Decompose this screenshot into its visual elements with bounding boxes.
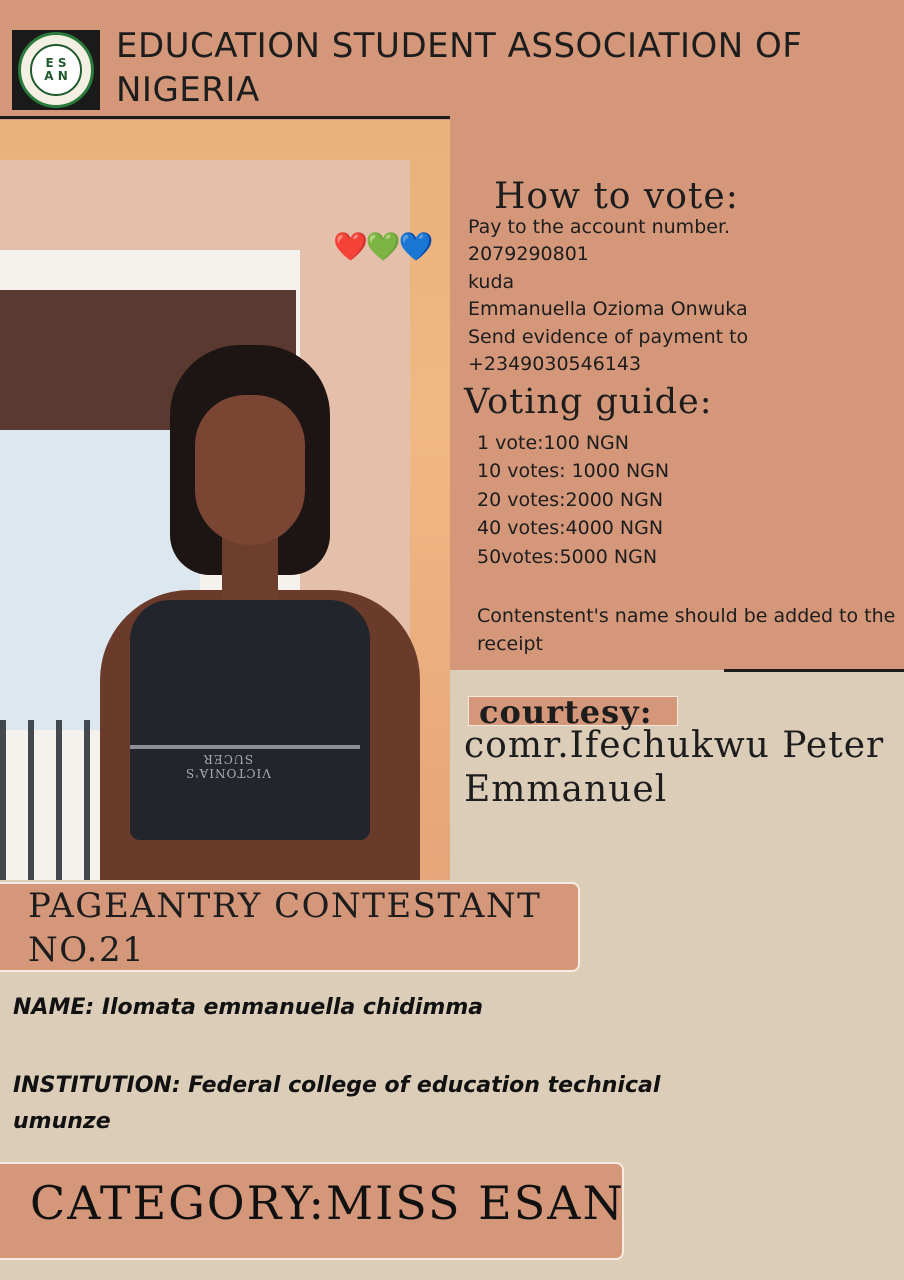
price-row: 10 votes: 1000 NGN xyxy=(477,460,670,482)
price-row: 1 vote:100 NGN xyxy=(477,432,629,454)
how-to-vote-heading: How to vote: xyxy=(494,176,739,217)
receipt-note: Contenstent's name should be added to the receipt xyxy=(477,605,896,655)
courtesy-label: courtesy: xyxy=(468,696,678,726)
esan-logo xyxy=(12,30,100,110)
contestant-category: CATEGORY:MISS ESAN xyxy=(30,1176,625,1230)
price-row: 40 votes:4000 NGN xyxy=(477,517,664,539)
voting-guide-heading: Voting guide: xyxy=(464,382,713,422)
hearts-emoji-icon: ❤️💚💙 xyxy=(333,230,432,263)
photo-top-band xyxy=(130,745,360,749)
price-row: 50votes:5000 NGN xyxy=(477,546,658,568)
title-divider xyxy=(0,116,450,119)
evidence-instruction: Send evidence of payment to xyxy=(468,326,749,348)
page-title: EDUCATION STUDENT ASSOCIATION OF NIGERIA xyxy=(116,26,803,110)
account-number: 2079290801 xyxy=(468,243,589,265)
contestant-institution: INSTITUTION: Federal college of education technical umunze xyxy=(13,1073,661,1134)
bank-name: kuda xyxy=(468,271,515,293)
vote-instruction: Pay to the account number. xyxy=(468,216,731,238)
photo-person-top xyxy=(130,600,370,840)
contestant-name: NAME: Ilomata emmanuella chidimma xyxy=(13,995,484,1020)
evidence-phone: +2349030546143 xyxy=(468,353,642,375)
contestant-photo xyxy=(0,120,450,880)
section-divider xyxy=(724,669,904,672)
account-name: Emmanuella Ozioma Onwuka xyxy=(468,298,748,320)
logo-initials: E S A N xyxy=(30,44,82,96)
photo-shirt-text: VICTONIA'S SUCER xyxy=(185,752,271,780)
price-row: 20 votes:2000 NGN xyxy=(477,489,664,511)
photo-person-face xyxy=(195,395,305,545)
courtesy-name: comr.Ifechukwu Peter Emmanuel xyxy=(464,725,885,810)
logo-seal xyxy=(18,32,94,108)
contestant-number: PAGEANTRY CONTESTANT NO.21 xyxy=(28,886,542,970)
